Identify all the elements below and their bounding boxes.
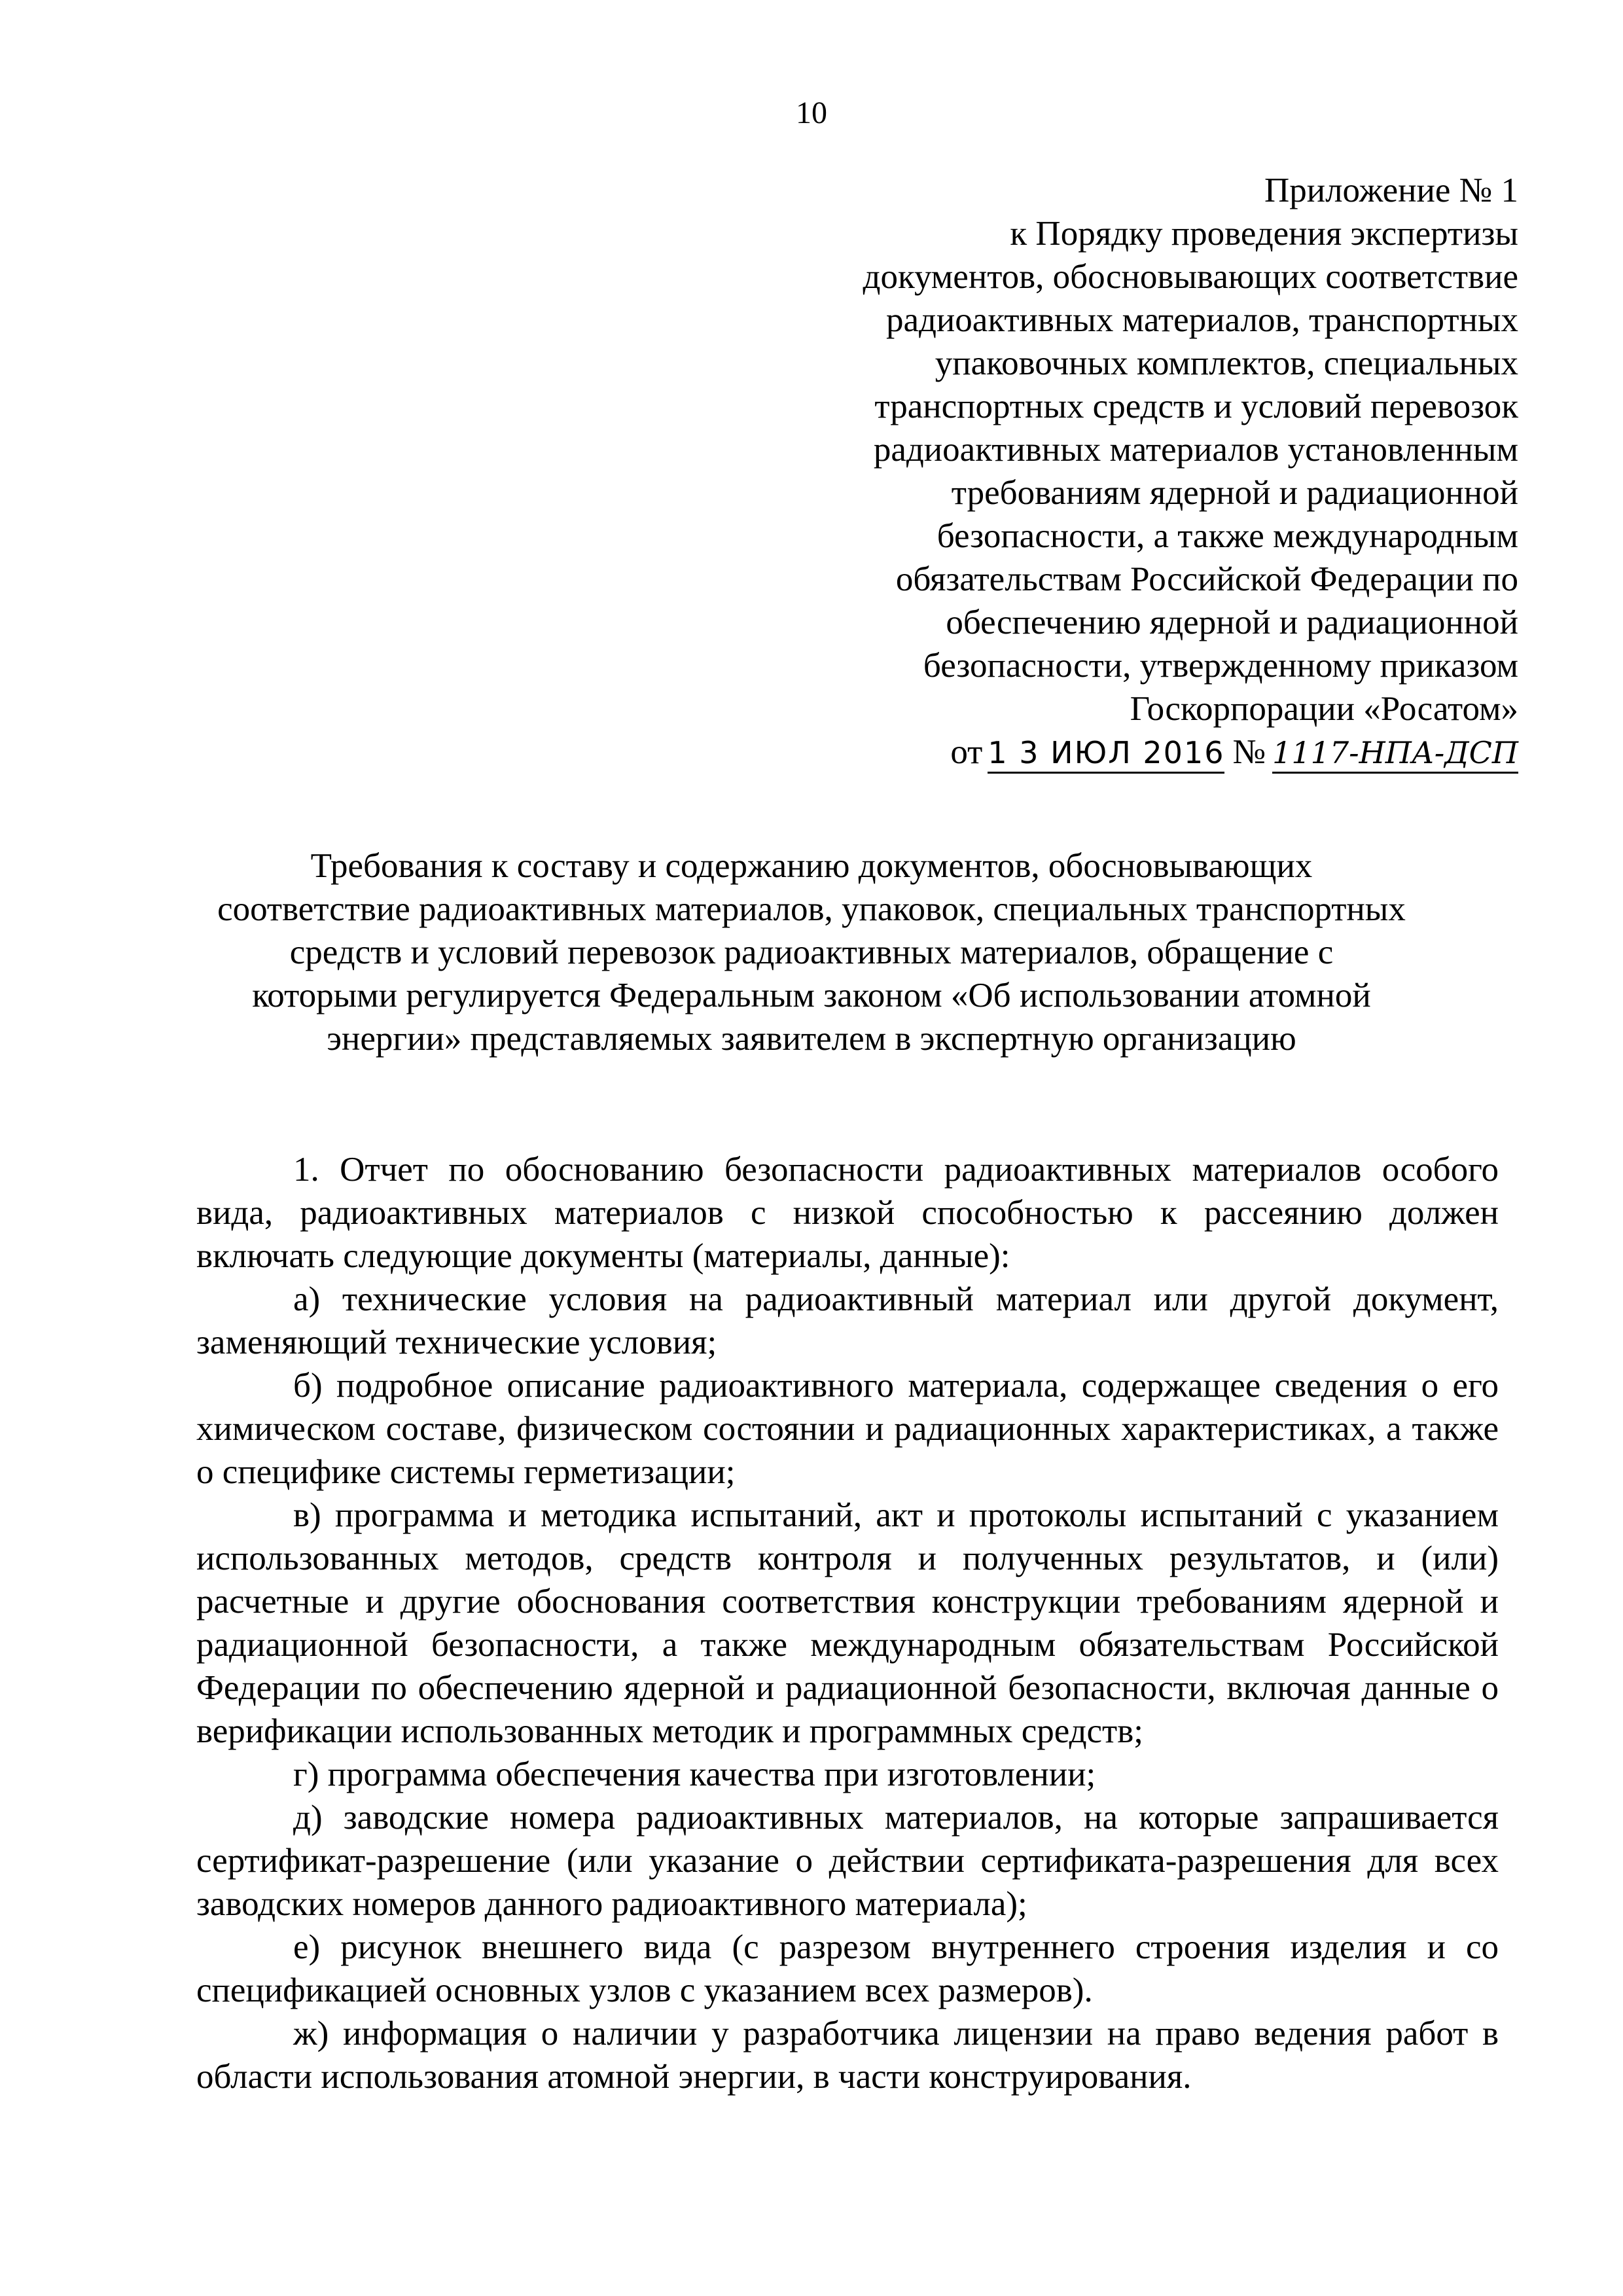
- title-line: которыми регулируется Федеральным законом «Об использовании атомной: [252, 977, 1371, 1014]
- appendix-line: к Порядку проведения экспертизы: [1010, 215, 1518, 253]
- order-date-stamp: 1 3 ИЮЛ 2016: [988, 734, 1224, 774]
- page-number: 10: [796, 96, 827, 130]
- appendix-line: документов, обосновывающих соответствие: [863, 258, 1518, 296]
- title-line: соответствие радиоактивных материалов, упаковок, специальных транспортных: [217, 890, 1406, 928]
- appendix-line: транспортных средств и условий перевозок: [874, 387, 1518, 425]
- appendix-line: радиоактивных материалов, транспортных: [885, 301, 1518, 339]
- order-prefix: от: [950, 733, 983, 771]
- title-line: средств и условий перевозок радиоактивных материалов, обращение с: [289, 933, 1334, 971]
- appendix-header: [733, 169, 1518, 774]
- item-v: в) программа и методика испытаний, акт и протоколы испытаний с указанием использованных методов, средств контроля и полученных результатов, и (или) расчетные и другие обоснования соответствия конструкции требованиям ядерной и радиационной безопасности, а также международным обязательствам Российской Федерации по обеспечению ядерной и радиационной безопасности, включая данные о верификации использованных методик и программных средств;: [196, 1496, 1499, 1750]
- item-g: г) программа обеспечения качества при изготовлении;: [293, 1755, 1096, 1793]
- document-body: [196, 1148, 1499, 2098]
- appendix-line: упаковочных комплектов, специальных: [935, 344, 1518, 382]
- appendix-line: безопасности, утвержденному приказом: [923, 647, 1518, 685]
- item-b: б) подробное описание радиоактивного материала, содержащее сведения о его химическом составе, физическом состоянии и радиационных характеристиках, а также о специфике системы герметизации;: [196, 1367, 1499, 1491]
- item-e: е) рисунок внешнего вида (с разрезом внутреннего строения изделия и со спецификацией основных узлов с указанием всех размеров).: [196, 1928, 1499, 2009]
- title-line: Требования к составу и содержанию документов, обосновывающих: [310, 847, 1313, 885]
- appendix-line: Приложение № 1: [1264, 171, 1518, 209]
- appendix-line: обеспечению ядерной и радиационной: [946, 603, 1518, 641]
- title-line: энергии» представляемых заявителем в экспертную организацию: [327, 1020, 1296, 1058]
- item-a: а) технические условия на радиоактивный материал или другой документ, заменяющий технические условия;: [196, 1280, 1499, 1361]
- item-zh: ж) информация о наличии у разработчика лицензии на право ведения работ в области использования атомной энергии, в части конструирования.: [196, 2015, 1499, 2096]
- document-title: [183, 844, 1440, 1060]
- appendix-line: Госкорпорации «Росатом»: [1130, 690, 1518, 728]
- paragraph-1: 1. Отчет по обоснованию безопасности радиоактивных материалов особого вида, радиоактивных материалов с низкой способностью к рассеянию должен включать следующие документы (материалы, данные):: [196, 1151, 1499, 1275]
- order-number-handwritten: 1117-НПА-ДСП: [1272, 734, 1518, 774]
- appendix-line: безопасности, а также международным: [936, 517, 1518, 555]
- item-d: д) заводские номера радиоактивных материалов, на которые запрашивается сертификат-разрешение (или указание о действии сертификата-разрешения для всех заводских номеров данного радиоактивного материала);: [196, 1799, 1499, 1923]
- appendix-line: обязательствам Российской Федерации по: [895, 560, 1518, 598]
- appendix-line: радиоактивных материалов установленным: [873, 431, 1518, 469]
- appendix-line: требованиям ядерной и радиационной: [951, 474, 1518, 512]
- order-number-label: №: [1232, 733, 1266, 771]
- order-reference: [733, 730, 1518, 774]
